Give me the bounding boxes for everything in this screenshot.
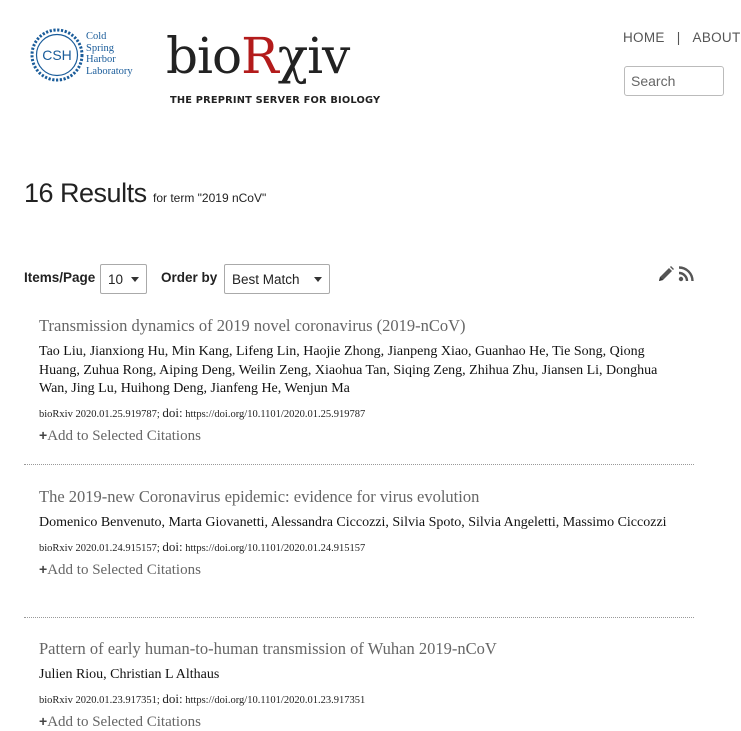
result-item	[39, 487, 684, 579]
tagline: THE PREPRINT SERVER FOR BIOLOGY	[170, 95, 381, 106]
plus-icon: +	[39, 560, 48, 577]
nav-home[interactable]: HOME	[623, 30, 665, 45]
citation-id: bioRxiv 2020.01.24.915157;	[39, 542, 160, 554]
csh-initials: CSH	[42, 47, 72, 63]
doi-link[interactable]: https://doi.org/10.1101/2020.01.25.919787	[185, 408, 366, 420]
results-term: for term "2019 nCoV"	[153, 191, 267, 205]
result-citation	[39, 539, 684, 555]
result-authors: Tao Liu, Jianxiong Hu, Min Kang, Lifeng Lin, Haojie Zhong, Jianpeng Xiao, Guanhao He, Tie Song, Qiong Huang, Zuhua Rong, Aiping Deng, Weilin Zeng, Xiaohua Tan, Siqing Zeng, Zhihua Zhu, Jiansen Li, Donghua Wan, Jing Lu, Huihong Deng, Jianfeng He, Wenjun Ma	[39, 344, 658, 396]
items-per-page-label: Items/Page	[24, 270, 96, 285]
doi-label: doi:	[162, 404, 183, 420]
logo-part-bio: bio	[166, 27, 242, 85]
result-divider	[24, 464, 694, 465]
add-citation-label: Add to Selected Citations	[47, 561, 201, 578]
chevron-down-icon	[131, 277, 139, 282]
result-citation	[39, 691, 684, 707]
order-by-select[interactable]	[224, 264, 330, 294]
result-item	[39, 316, 684, 445]
plus-icon: +	[39, 426, 48, 443]
csh-name-line: Spring	[86, 42, 115, 54]
add-citation-button[interactable]	[39, 427, 684, 445]
result-divider	[24, 617, 694, 618]
result-title[interactable]: The 2019-new Coronavirus epidemic: evidence for virus evolution	[39, 487, 480, 506]
order-by-value: Best Match	[232, 271, 300, 287]
items-per-page-value: 10	[108, 271, 124, 287]
result-title[interactable]: Transmission dynamics of 2019 novel coronavirus (2019-nCoV)	[39, 316, 466, 335]
result-authors: Julien Riou, Christian L Althaus	[39, 667, 220, 682]
search-input[interactable]	[624, 66, 724, 96]
citation-id: bioRxiv 2020.01.25.919787;	[39, 408, 160, 420]
csh-name-line: Harbor	[86, 54, 116, 65]
result-citation	[39, 405, 684, 421]
result-title[interactable]: Pattern of early human-to-human transmission of Wuhan 2019-nCoV	[39, 639, 497, 658]
items-per-page-select[interactable]	[100, 264, 147, 294]
order-by-label: Order by	[161, 270, 218, 285]
rss-icon[interactable]	[678, 266, 694, 282]
result-authors: Domenico Benvenuto, Marta Giovanetti, Alessandra Ciccozzi, Silvia Spoto, Silvia Angeletti, Massimo Ciccozzi	[39, 515, 667, 530]
doi-label: doi:	[162, 538, 183, 554]
citation-id: bioRxiv 2020.01.23.917351;	[39, 694, 160, 706]
csh-name-line: Laboratory	[86, 65, 133, 77]
doi-link[interactable]: https://doi.org/10.1101/2020.01.24.915157	[185, 542, 366, 554]
result-item	[39, 639, 684, 731]
add-citation-button[interactable]	[39, 561, 684, 579]
top-nav	[623, 30, 741, 45]
biorxiv-logo[interactable]	[166, 28, 349, 84]
doi-label: doi:	[162, 690, 183, 706]
add-citation-button[interactable]	[39, 713, 684, 731]
logo-part-xiv: χiv	[277, 27, 350, 85]
csh-name	[86, 31, 133, 77]
nav-about[interactable]: ABOUT	[692, 30, 741, 45]
csh-name-line: Cold	[86, 31, 107, 42]
results-count: 16 Results	[24, 178, 147, 208]
add-citation-label: Add to Selected Citations	[47, 713, 201, 730]
doi-link[interactable]: https://doi.org/10.1101/2020.01.23.917351	[185, 694, 366, 706]
csh-seal-icon	[27, 29, 87, 83]
logo-part-r: R	[241, 27, 278, 85]
chevron-down-icon	[314, 277, 322, 282]
pencil-icon[interactable]	[657, 265, 675, 283]
nav-separator: |	[676, 30, 681, 45]
add-citation-label: Add to Selected Citations	[47, 427, 201, 444]
plus-icon: +	[39, 712, 48, 729]
